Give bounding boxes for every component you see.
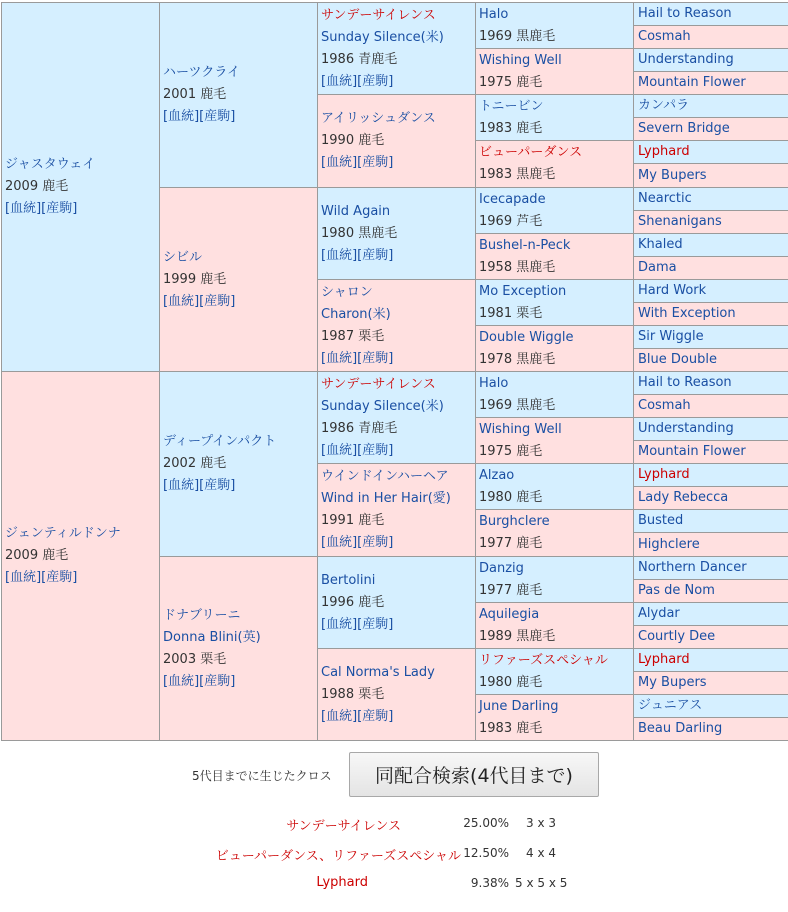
offspring-link[interactable]: [産駒] xyxy=(199,109,236,124)
horse-foreign-name-link[interactable]: Donna Blini(英) xyxy=(163,629,261,645)
pedigree-cell-gen4 xyxy=(475,233,635,280)
cross-row-pct: 9.38% xyxy=(470,876,509,890)
horse-name-link[interactable]: Sir Wiggle xyxy=(638,329,704,344)
pedigree-cell-gen5 xyxy=(633,717,788,741)
pedigree-cell-gen5 xyxy=(633,302,788,326)
pedigree-cell-gen5 xyxy=(633,486,788,510)
horse-name-link[interactable]: ビューパーダンス xyxy=(479,145,583,160)
horse-name-link[interactable]: Danzig xyxy=(479,560,524,576)
horse-name-link[interactable]: Halo xyxy=(479,6,509,22)
horse-name-link[interactable]: ドナブリーニ xyxy=(163,607,241,623)
horse-name-link[interactable]: Aquilegia xyxy=(479,606,540,622)
horse-name-link[interactable]: ジャスタウェイ xyxy=(5,157,96,172)
cross-row-pct: 12.50% xyxy=(463,846,509,860)
horse-year-color: 1980 黒鹿毛 xyxy=(321,225,398,241)
pedigree-cell-gen4 xyxy=(475,48,635,95)
pedigree-cell-gen4 xyxy=(475,325,635,372)
horse-name-link[interactable]: アイリッシュダンス xyxy=(321,111,436,126)
pedigree-cell-gen3 xyxy=(317,556,477,649)
offspring-link[interactable]: [産駒] xyxy=(357,73,394,89)
pedigree-cell-gen3 xyxy=(317,648,477,741)
horse-year-color: 2001 鹿毛 xyxy=(163,87,227,102)
horse-name-link[interactable]: Wishing Well xyxy=(479,52,562,68)
horse-year-color: 1977 鹿毛 xyxy=(479,536,543,551)
horse-name-link[interactable]: Hail to Reason xyxy=(638,375,732,390)
pedigree-cell-gen3 xyxy=(317,371,477,464)
horse-year-color: 1983 鹿毛 xyxy=(479,720,543,736)
offspring-link[interactable]: [産駒] xyxy=(357,616,394,632)
pedigree-link[interactable]: [血統] xyxy=(163,109,200,124)
cross-row-name[interactable]: Lyphard xyxy=(316,875,368,890)
pedigree-cell-gen3 xyxy=(317,94,477,188)
horse-name-link[interactable]: Hail to Reason xyxy=(638,6,732,21)
pedigree-cell-gen5 xyxy=(633,671,788,695)
horse-year-color: 1977 鹿毛 xyxy=(479,582,543,598)
horse-year-color: 2009 鹿毛 xyxy=(5,179,69,194)
cross-row-gen: 3 x 3 xyxy=(526,816,556,830)
horse-name-link[interactable]: Alzao xyxy=(479,467,515,483)
pedigree-cell-gen5 xyxy=(633,256,788,280)
pedigree-link[interactable]: [血統] xyxy=(321,155,358,170)
horse-name-link[interactable]: ハーツクライ xyxy=(163,65,240,80)
horse-name-link[interactable]: シビル xyxy=(163,249,203,265)
pedigree-cell-gen5 xyxy=(633,602,788,626)
horse-name-link[interactable]: My Bupers xyxy=(638,167,707,183)
horse-name-link[interactable]: ディープインパクト xyxy=(163,434,277,449)
horse-name-link[interactable]: Northern Dancer xyxy=(638,560,747,575)
pedigree-cell-gen5 xyxy=(633,556,788,580)
cross-label: 5代目までに生じたクロス xyxy=(192,769,332,783)
pedigree-cell-gen3 xyxy=(317,187,477,280)
pedigree-link[interactable]: [血統] xyxy=(321,73,358,89)
pedigree-cell-gen4 xyxy=(475,140,635,188)
pedigree-cell-gen4 xyxy=(475,463,635,510)
horse-name-link[interactable]: Halo xyxy=(479,375,509,391)
cross-row-name[interactable]: サンデーサイレンス xyxy=(286,819,401,834)
pedigree-cell-gen5 xyxy=(633,348,788,372)
horse-name-link[interactable]: Wild Again xyxy=(321,203,391,219)
horse-name-link[interactable]: カンパラ xyxy=(638,98,690,113)
horse-year-color: 1989 黒鹿毛 xyxy=(479,628,556,644)
offspring-link[interactable]: [産駒] xyxy=(199,293,236,309)
horse-name-link[interactable]: Shenanigans xyxy=(638,214,722,229)
horse-name-link[interactable]: Understanding xyxy=(638,52,734,67)
horse-name-link[interactable]: Busted xyxy=(638,513,684,528)
horse-year-color: 1958 黒鹿毛 xyxy=(479,259,556,275)
pedigree-cell-gen4 xyxy=(475,371,635,418)
pedigree-cell-gen4 xyxy=(475,279,635,326)
same-mating-search-button[interactable]: 同配合検索(4代目まで) xyxy=(349,752,599,797)
horse-name-link[interactable]: Lyphard xyxy=(638,652,690,667)
pedigree-cell-gen4 xyxy=(475,509,635,557)
horse-name-link[interactable]: Pas de Nom xyxy=(638,583,715,598)
horse-name-link[interactable]: Hard Work xyxy=(638,283,707,298)
pedigree-cell-gen2 xyxy=(159,2,319,188)
horse-year-color: 1986 青鹿毛 xyxy=(321,51,398,67)
horse-year-color: 1975 鹿毛 xyxy=(479,74,543,90)
horse-name-link[interactable]: My Bupers xyxy=(638,675,707,690)
pedigree-link[interactable]: [血統] xyxy=(163,293,200,309)
horse-name-link[interactable]: Cosmah xyxy=(638,29,691,44)
horse-year-color: 2003 栗毛 xyxy=(163,651,227,667)
pedigree-cell-gen5 xyxy=(633,117,788,141)
horse-name-link[interactable]: Lady Rebecca xyxy=(638,490,729,505)
horse-name-link[interactable]: June Darling xyxy=(479,698,559,714)
cross-row-gen: 4 x 4 xyxy=(526,846,556,860)
horse-year-color: 1975 鹿毛 xyxy=(479,443,543,459)
horse-year-color: 1981 栗毛 xyxy=(479,305,543,321)
horse-name-link[interactable]: シャロン xyxy=(321,284,373,300)
pedigree-cell-gen5 xyxy=(633,187,788,211)
pedigree-cell-gen5 xyxy=(633,417,788,441)
horse-year-color: 1996 鹿毛 xyxy=(321,594,385,610)
horse-name-link[interactable]: Mountain Flower xyxy=(638,444,746,459)
horse-year-color: 1978 黒鹿毛 xyxy=(479,351,556,367)
pedigree-cell-gen4 xyxy=(475,694,635,741)
horse-name-link[interactable]: Burghclere xyxy=(479,514,550,529)
horse-year-color: 1969 黒鹿毛 xyxy=(479,397,556,413)
horse-foreign-name-link[interactable]: Sunday Silence(米) xyxy=(321,29,444,45)
offspring-link[interactable]: [産駒] xyxy=(41,201,78,216)
pedigree-cell-gen3 xyxy=(317,463,477,557)
pedigree-link[interactable]: [血統] xyxy=(5,570,42,585)
horse-name-link[interactable]: サンデーサイレンス xyxy=(321,7,436,23)
pedigree-cell-gen5 xyxy=(633,532,788,557)
horse-name-link[interactable]: Lyphard xyxy=(638,144,690,159)
pedigree-cell-gen4 xyxy=(475,417,635,464)
pedigree-cell-gen1 xyxy=(1,371,161,741)
pedigree-link[interactable]: [血統] xyxy=(163,673,200,689)
pedigree-cell-gen4 xyxy=(475,556,635,603)
horse-name-link[interactable]: Understanding xyxy=(638,421,734,436)
horse-name-link[interactable]: Khaled xyxy=(638,237,683,252)
offspring-link[interactable]: [産駒] xyxy=(357,350,394,366)
horse-year-color: 2002 鹿毛 xyxy=(163,456,227,471)
pedigree-cell-gen5 xyxy=(633,2,788,26)
pedigree-cell-gen3 xyxy=(317,279,477,372)
offspring-link[interactable]: [産駒] xyxy=(357,155,394,170)
horse-name-link[interactable]: ジュニアス xyxy=(638,698,703,713)
pedigree-link[interactable]: [血統] xyxy=(5,201,42,216)
pedigree-link[interactable]: [血統] xyxy=(163,478,200,493)
horse-foreign-name-link[interactable]: Sunday Silence(米) xyxy=(321,398,444,414)
horse-name-link[interactable]: Cosmah xyxy=(638,398,691,413)
horse-name-link[interactable]: Bushel-n-Peck xyxy=(479,237,571,253)
offspring-link[interactable]: [産駒] xyxy=(357,247,394,263)
horse-name-link[interactable]: With Exception xyxy=(638,306,736,321)
pedigree-link[interactable]: [血統] xyxy=(321,247,358,263)
pedigree-cell-gen5 xyxy=(633,509,788,533)
horse-name-link[interactable]: Highclere xyxy=(638,536,700,552)
pedigree-link[interactable]: [血統] xyxy=(321,442,358,458)
pedigree-cell-gen5 xyxy=(633,440,788,464)
cross-row-name[interactable]: ビューパーダンス、リファーズスペシャル xyxy=(215,849,461,864)
pedigree-cell-gen5 xyxy=(633,94,788,118)
pedigree-cell-gen4 xyxy=(475,187,635,234)
horse-name-link[interactable]: Bertolini xyxy=(321,572,376,588)
horse-name-link[interactable]: Wishing Well xyxy=(479,421,562,437)
horse-year-color: 1980 鹿毛 xyxy=(479,489,543,505)
horse-year-color: 1987 栗毛 xyxy=(321,328,385,344)
horse-year-color: 1988 栗毛 xyxy=(321,686,385,702)
horse-year-color: 1983 鹿毛 xyxy=(479,120,543,136)
horse-year-color: 1969 黒鹿毛 xyxy=(479,28,556,44)
offspring-link[interactable]: [産駒] xyxy=(357,442,394,458)
pedigree-cell-gen5 xyxy=(633,279,788,303)
pedigree-cell-gen5 xyxy=(633,140,788,164)
horse-year-color: 2009 鹿毛 xyxy=(5,548,69,563)
pedigree-cell-gen5 xyxy=(633,694,788,718)
pedigree-link[interactable]: [血統] xyxy=(321,616,358,632)
pedigree-link[interactable]: [血統] xyxy=(321,708,358,724)
horse-year-color: 1990 鹿毛 xyxy=(321,133,385,148)
horse-year-color: 1991 鹿毛 xyxy=(321,513,385,528)
horse-name-link[interactable]: Double Wiggle xyxy=(479,329,574,345)
horse-year-color: 1986 青鹿毛 xyxy=(321,420,398,436)
pedigree-cell-gen5 xyxy=(633,25,788,49)
offspring-link[interactable]: [産駒] xyxy=(357,535,394,550)
pedigree-link[interactable]: [血統] xyxy=(321,350,358,366)
pedigree-cell-gen3 xyxy=(317,2,477,95)
cross-row-pct: 25.00% xyxy=(463,816,509,830)
cross-row-gen: 5 x 5 x 5 xyxy=(515,876,568,890)
pedigree-cell-gen5 xyxy=(633,371,788,395)
pedigree-cell-gen4 xyxy=(475,648,635,695)
horse-name-link[interactable]: ジェンティルドンナ xyxy=(5,526,121,541)
horse-name-link[interactable]: Severn Bridge xyxy=(638,121,730,136)
horse-name-link[interactable]: Mo Exception xyxy=(479,283,567,299)
horse-name-link[interactable]: トニービン xyxy=(479,98,544,114)
pedigree-cell-gen2 xyxy=(159,556,319,741)
horse-name-link[interactable]: Mountain Flower xyxy=(638,75,746,90)
pedigree-cell-gen5 xyxy=(633,325,788,349)
horse-name-link[interactable]: リファーズスペシャル xyxy=(479,652,608,668)
horse-name-link[interactable]: Blue Double xyxy=(638,352,717,367)
horse-name-link[interactable]: Courtly Dee xyxy=(638,629,716,644)
horse-name-link[interactable]: ウインドインハーヘア xyxy=(321,469,449,484)
pedigree-cell-gen5 xyxy=(633,625,788,649)
horse-name-link[interactable]: Lyphard xyxy=(638,467,690,482)
pedigree-cell-gen4 xyxy=(475,602,635,649)
offspring-link[interactable]: [産駒] xyxy=(199,673,236,689)
pedigree-cell-gen5 xyxy=(633,210,788,234)
pedigree-cell-gen1 xyxy=(1,2,161,372)
offspring-link[interactable]: [産駒] xyxy=(199,478,236,493)
horse-name-link[interactable]: Cal Norma's Lady xyxy=(321,664,435,680)
pedigree-cell-gen5 xyxy=(633,233,788,257)
offspring-link[interactable]: [産駒] xyxy=(41,570,78,585)
horse-year-color: 1980 鹿毛 xyxy=(479,674,543,690)
pedigree-cell-gen4 xyxy=(475,2,635,49)
horse-year-color: 1969 芦毛 xyxy=(479,213,543,229)
horse-foreign-name-link[interactable]: Wind in Her Hair(愛) xyxy=(321,491,451,506)
pedigree-cell-gen5 xyxy=(633,394,788,418)
pedigree-cell-gen4 xyxy=(475,94,635,141)
pedigree-cell-gen5 xyxy=(633,48,788,72)
pedigree-cell-gen5 xyxy=(633,163,788,188)
pedigree-link[interactable]: [血統] xyxy=(321,535,358,550)
horse-name-link[interactable]: サンデーサイレンス xyxy=(321,376,436,392)
horse-name-link[interactable]: Alydar xyxy=(638,606,680,621)
horse-name-link[interactable]: Beau Darling xyxy=(638,721,723,736)
pedigree-cell-gen2 xyxy=(159,371,319,557)
horse-name-link[interactable]: Nearctic xyxy=(638,191,692,206)
horse-name-link[interactable]: Dama xyxy=(638,260,677,275)
pedigree-cell-gen5 xyxy=(633,648,788,672)
horse-year-color: 1983 黒鹿毛 xyxy=(479,167,556,182)
pedigree-cell-gen2 xyxy=(159,187,319,372)
offspring-link[interactable]: [産駒] xyxy=(357,708,394,724)
horse-year-color: 1999 鹿毛 xyxy=(163,271,227,287)
horse-foreign-name-link[interactable]: Charon(米) xyxy=(321,306,391,322)
horse-name-link[interactable]: Icecapade xyxy=(479,191,546,207)
pedigree-cell-gen5 xyxy=(633,579,788,603)
pedigree-cell-gen5 xyxy=(633,71,788,95)
pedigree-cell-gen5 xyxy=(633,463,788,487)
